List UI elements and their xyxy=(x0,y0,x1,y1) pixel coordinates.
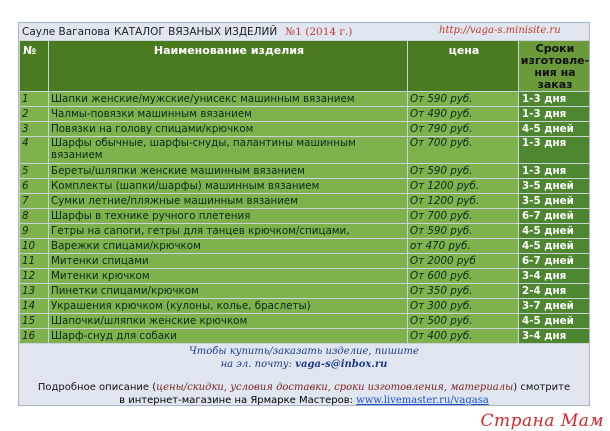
table-row xyxy=(20,269,591,284)
owner-name: Сауле Вагапова xyxy=(22,25,110,38)
row-price: От 500 руб. xyxy=(408,314,519,329)
table-row xyxy=(20,329,591,344)
table-row xyxy=(20,254,591,269)
row-term: 6-7 дней xyxy=(519,254,591,269)
column-header-name: Наименование изделия xyxy=(49,41,408,92)
row-name: Митенки крючком xyxy=(49,269,408,284)
row-term: 2-4 дня xyxy=(519,284,591,299)
row-term: 1-3 дня xyxy=(519,164,591,179)
footer-details-b: ) смотрите xyxy=(513,382,571,393)
footer-line-buy: Чтобы купить/заказать изделие, пишите xyxy=(189,346,419,357)
row-term: 3-5 дней xyxy=(519,194,591,209)
row-number: 4 xyxy=(20,137,49,164)
row-number: 8 xyxy=(20,209,49,224)
row-number: 13 xyxy=(20,284,49,299)
row-term: 4-5 дней xyxy=(519,224,591,239)
row-number: 2 xyxy=(20,107,49,122)
row-price: От 790 руб. xyxy=(408,122,519,137)
livemaster-link[interactable]: www.livemaster.ru/vagasa xyxy=(356,395,489,406)
table-row xyxy=(20,224,591,239)
table-row xyxy=(20,299,591,314)
row-term: 4-5 дней xyxy=(519,314,591,329)
row-number: 9 xyxy=(20,224,49,239)
column-header-price: цена xyxy=(408,41,519,92)
table-row xyxy=(20,164,591,179)
row-number: 15 xyxy=(20,314,49,329)
row-number: 3 xyxy=(20,122,49,137)
catalog-title: КАТАЛОГ ВЯЗАНЫХ ИЗДЕЛИЙ xyxy=(114,25,278,38)
row-price: От 300 руб. xyxy=(408,299,519,314)
row-term: 3-4 дня xyxy=(519,269,591,284)
footer-line-email xyxy=(19,358,589,371)
row-number: 11 xyxy=(20,254,49,269)
row-name: Шапочки/шляпки женские крючком xyxy=(49,314,408,329)
row-name: Гетры на сапоги, гетры для танцев крючком/спицами, xyxy=(49,224,408,239)
row-price: От 600 руб. xyxy=(408,269,519,284)
row-number: 14 xyxy=(20,299,49,314)
row-term: 1-3 дня xyxy=(519,137,591,164)
catalog-number: №1 (2014 г.) xyxy=(285,25,353,38)
row-price: От 490 руб. xyxy=(408,107,519,122)
row-number: 5 xyxy=(20,164,49,179)
footer-details-list: цены/скидки, условия доставки, сроки изготовления, материалы xyxy=(156,382,514,393)
footer-line-shop xyxy=(19,394,589,406)
row-name: Шарфы обычные, шарфы-снуды, палантины машинным вязанием xyxy=(49,137,408,164)
row-term: 4-5 дней xyxy=(519,122,591,137)
row-name: Пинетки спицами/крючком xyxy=(49,284,408,299)
row-name: Митенки спицами xyxy=(49,254,408,269)
email-link[interactable]: vaga-s@inbox.ru xyxy=(295,359,388,370)
footer-shop-prefix: в интернет-магазине на Ярмарке Мастеров: xyxy=(119,395,353,406)
row-name: Украшения крючком (кулоны, колье, браслеты) xyxy=(49,299,408,314)
footer-line-details xyxy=(19,381,589,394)
row-name: Варежки спицами/крючком xyxy=(49,239,408,254)
column-header-number: № xyxy=(20,41,49,92)
table-header-row xyxy=(20,41,591,92)
table-row xyxy=(20,239,591,254)
row-price: От 590 руб. xyxy=(408,92,519,107)
table-row xyxy=(20,92,591,107)
row-number: 1 xyxy=(20,92,49,107)
row-price: От 700 руб. xyxy=(408,209,519,224)
row-number: 10 xyxy=(20,239,49,254)
row-name: Шапки женские/мужские/унисекс машинным вязанием xyxy=(49,92,408,107)
footer-email-prefix: на эл. почту: xyxy=(220,359,292,370)
table-row xyxy=(20,107,591,122)
row-term: 4-5 дней xyxy=(519,239,591,254)
catalog-header xyxy=(19,23,589,40)
table-row xyxy=(20,209,591,224)
column-header-term: Сроки изготовле-ния на заказ xyxy=(519,41,591,92)
row-price: От 2000 руб xyxy=(408,254,519,269)
table-body xyxy=(20,92,591,344)
watermark-logo: Страна Мам xyxy=(480,411,604,431)
row-price: От 1200 руб. xyxy=(408,194,519,209)
row-price: От 590 руб. xyxy=(408,164,519,179)
table-row xyxy=(20,314,591,329)
catalog-sheet xyxy=(18,22,590,406)
table-row xyxy=(20,137,591,164)
row-number: 12 xyxy=(20,269,49,284)
table-row xyxy=(20,284,591,299)
table-row xyxy=(20,122,591,137)
row-price: от 470 руб. xyxy=(408,239,519,254)
row-term: 1-3 дня xyxy=(519,107,591,122)
row-number: 7 xyxy=(20,194,49,209)
table-row xyxy=(20,194,591,209)
row-price: От 700 руб. xyxy=(408,137,519,164)
row-name: Сумки летние/пляжные машинным вязанием xyxy=(49,194,408,209)
row-name: Чалмы-повязки машинным вязанием xyxy=(49,107,408,122)
row-term: 3-5 дней xyxy=(519,179,591,194)
row-price: От 350 руб. xyxy=(408,284,519,299)
site-link[interactable]: http://vaga-s.minisite.ru xyxy=(439,25,561,36)
row-price: От 400 руб. xyxy=(408,329,519,344)
row-name: Шарф-снуд для собаки xyxy=(49,329,408,344)
catalog-table xyxy=(19,40,590,344)
row-name: Комплекты (шапки/шарфы) машинным вязанием xyxy=(49,179,408,194)
row-name: Повязки на голову спицами/крючком xyxy=(49,122,408,137)
row-term: 1-3 дня xyxy=(519,92,591,107)
footer-details-a: Подробное описание ( xyxy=(37,382,157,393)
row-number: 16 xyxy=(20,329,49,344)
row-price: От 1200 руб. xyxy=(408,179,519,194)
row-term: 3-7 дней xyxy=(519,299,591,314)
row-name: Шарфы в технике ручного плетения xyxy=(49,209,408,224)
contact-footer xyxy=(19,344,589,406)
table-row xyxy=(20,179,591,194)
row-term: 6-7 дней xyxy=(519,209,591,224)
row-name: Береты/шляпки женские машинным вязанием xyxy=(49,164,408,179)
row-price: От 590 руб. xyxy=(408,224,519,239)
row-number: 6 xyxy=(20,179,49,194)
row-term: 3-4 дня xyxy=(519,329,591,344)
